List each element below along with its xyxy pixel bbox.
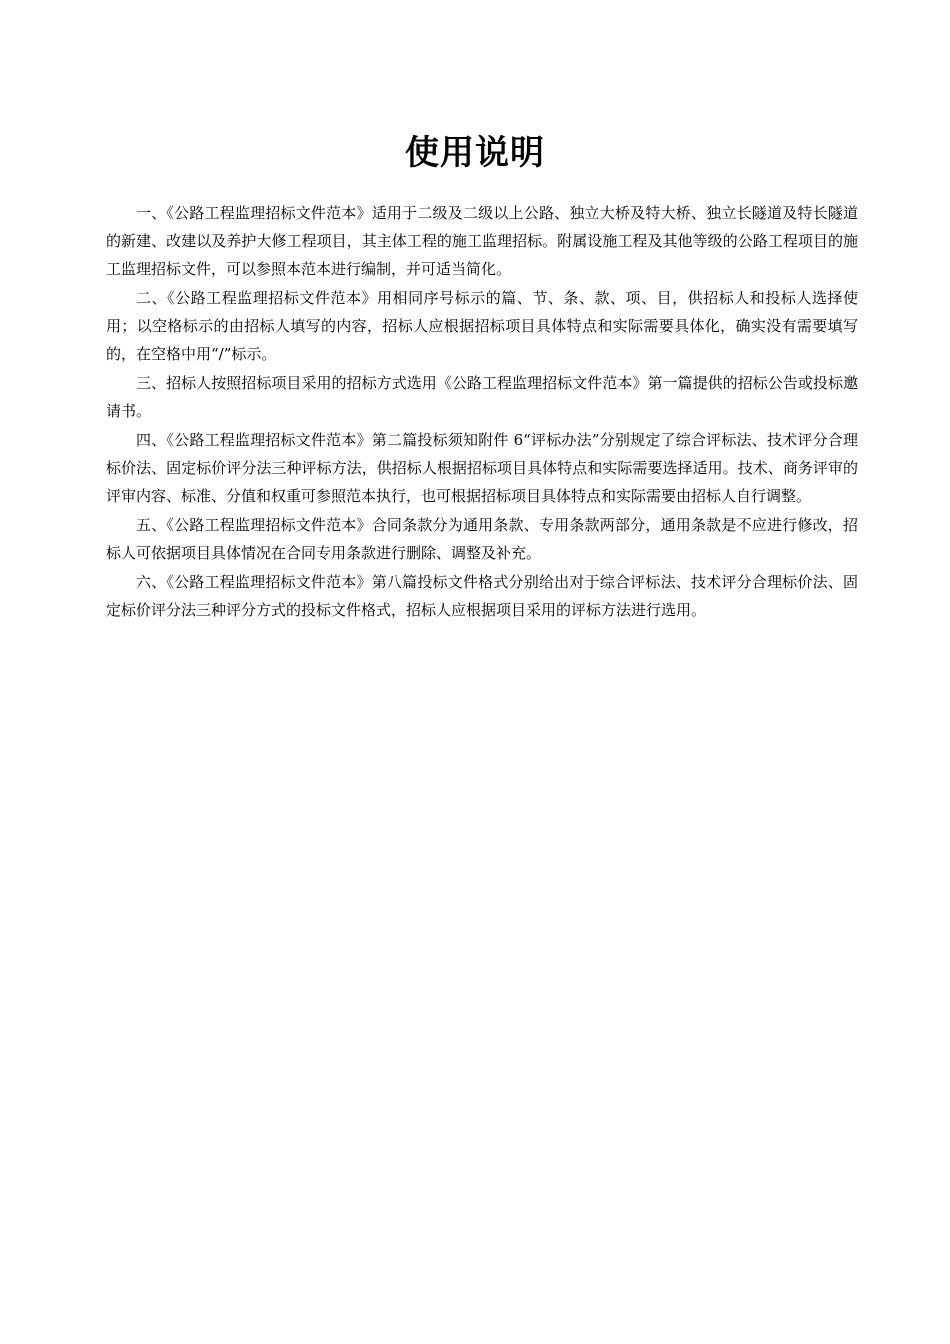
document-body: [106, 199, 858, 625]
paragraph-6: 六、《公路工程监理招标文件范本》第八篇投标文件格式分别给出对于综合评标法、技术评分合理标价法、固定标价评分法三种评分方式的投标文件格式，招标人应根据项目采用的评标方法进行选用。: [106, 573, 858, 619]
page-title: 使用说明: [405, 133, 545, 173]
paragraph-1: 一、《公路工程监理招标文件范本》适用于二级及二级以上公路、独立大桥及特大桥、独立长隧道及特长隧道的新建、改建以及养护大修工程项目，其主体工程的施工监理招标。附属设施工程及其他等级的公路工程项目的施工监理招标文件，可以参照本范本进行编制，并可适当简化。: [106, 204, 858, 278]
paragraph-2: 二、《公路工程监理招标文件范本》用相同序号标示的篇、节、条、款、项、目，供招标人和投标人选择使用；以空格标示的由招标人填写的内容，招标人应根据招标项目具体特点和实际需要具体化，确实没有需要填写的，在空格中用“/”标示。: [106, 289, 858, 363]
paragraph-5: 五、《公路工程监理招标文件范本》合同条款分为通用条款、专用条款两部分，通用条款是不应进行修改，招标人可依据项目具体情况在合同专用条款进行删除、调整及补充。: [106, 516, 858, 562]
paragraph-4: 四、《公路工程监理招标文件范本》第二篇投标须知附件 6“评标办法”分别规定了综合评标法、技术评分合理标价法、固定标价评分法三种评标方法，供招标人根据招标项目具体特点和实际需要选择适用。技术、商务评审的评审内容、标准、分值和权重可参照范本执行，也可根据招标项目具体特点和实际需要由招标人自行调整。: [106, 431, 858, 505]
paragraph-3: 三、招标人按照招标项目采用的招标方式选用《公路工程监理招标文件范本》第一篇提供的招标公告或投标邀请书。: [106, 374, 858, 420]
